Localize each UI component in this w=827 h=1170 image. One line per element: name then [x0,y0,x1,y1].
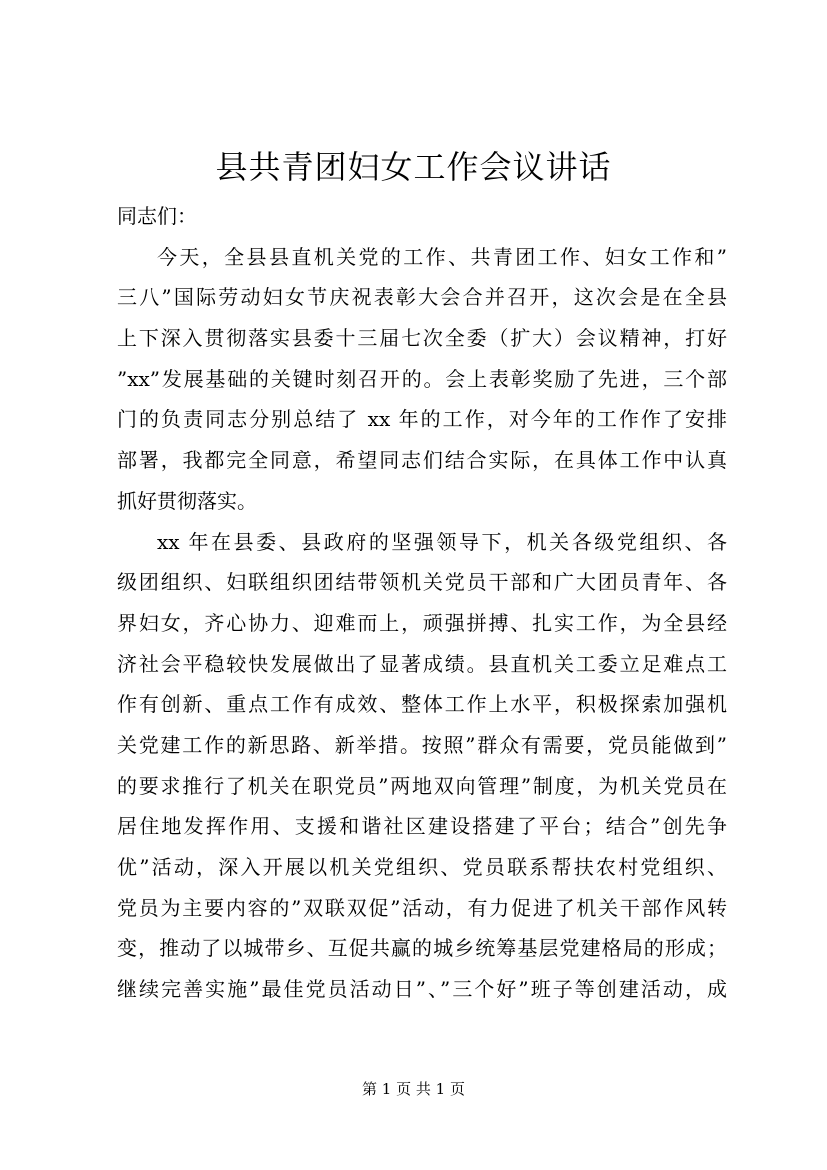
body-line: 作有创新、重点工作有成效、整体工作上水平，积极探索加强机 [117,692,727,717]
document-body [117,196,727,1010]
body-line: 优”活动，深入开展以机关党组织、党员联系帮扶农村党组织、 [117,855,727,879]
page-footer: 第 1 页 共 1 页 [362,1080,465,1098]
body-line: 门的负责同志分别总结了 xx 年的工作，对今年的工作作了安排 [117,407,727,432]
body-line: 部署，我都完全同意，希望同志们结合实际，在具体工作中认真 [117,448,727,473]
body-line: 变，推动了以城带乡、互促共赢的城乡统筹基层党建格局的形成； [117,936,727,961]
body-line: 居住地发挥作用、支援和谐社区建设搭建了平台；结合”创先争 [117,814,727,839]
document-title: 县共青团妇女工作会议讲话 [215,148,612,186]
body-line: 党员为主要内容的”双联双促”活动，有力促进了机关干部作风转 [117,895,727,920]
body-line: 济社会平稳较快发展做出了显著成绩。县直机关工委立足难点工 [117,651,727,676]
body-line: 的要求推行了机关在职党员”两地双向管理”制度，为机关党员在 [117,773,727,798]
body-line: 上下深入贯彻落实县委十三届七次全委（扩大）会议精神，打好 [117,326,727,351]
body-line: 今天，全县县直机关党的工作、共青团工作、妇女工作和” [157,244,727,269]
body-line: 抓好贯彻落实。 [117,488,257,513]
body-line: 继续完善实施”最佳党员活动日”、”三个好”班子等创建活动，成 [117,977,727,1002]
body-line: xx 年在县委、县政府的坚强领导下，机关各级党组织、各 [157,529,727,554]
body-line: 关党建工作的新思路、新举措。按照”群众有需要，党员能做到” [117,732,727,757]
body-line: 级团组织、妇联组织团结带领机关党员干部和广大团员青年、各 [117,570,727,595]
body-line: 三八”国际劳动妇女节庆祝表彰大会合并召开，这次会是在全县 [117,285,727,310]
salutation-line: 同志们： [117,204,197,228]
body-line: ”xx”发展基础的关键时刻召开的。会上表彰奖励了先进，三个部 [117,366,727,391]
body-line: 界妇女，齐心协力、迎难而上，顽强拼搏、扎实工作，为全县经 [117,610,727,635]
